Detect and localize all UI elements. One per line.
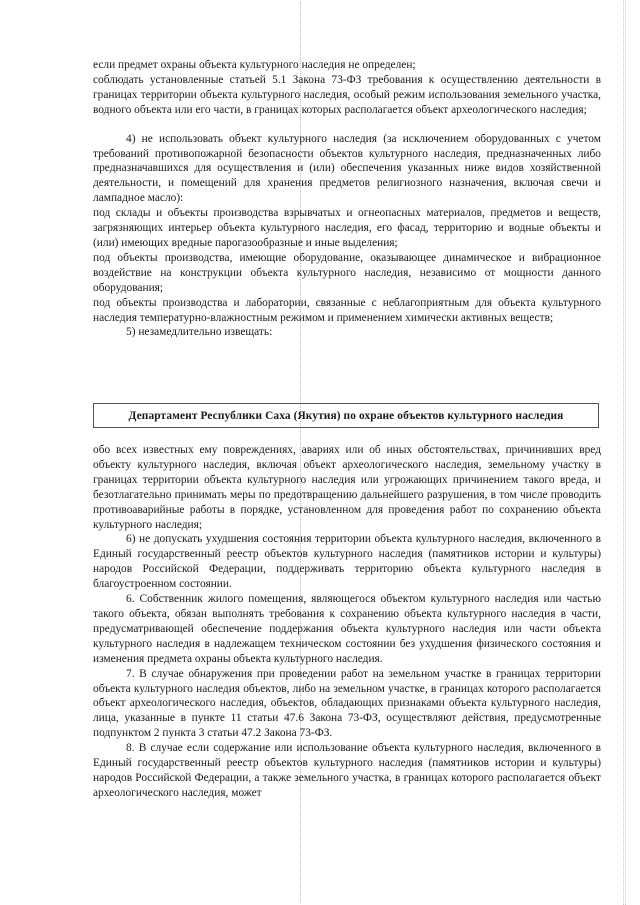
- text-block-top: [93, 58, 601, 340]
- paragraph: если предмет охраны объекта культурного наследия не определен;: [93, 59, 416, 71]
- paragraph: 4) не использовать объект культурного наследия (за исключением оборудованных с учетом требований противопожарной безопасности объектов культурного наследия, предназначенных либо предназначавшихся для осуществления и (или) обеспечения указанных ниже видов хозяйственной деятельности, и помещений для хранения предметов религиозного назначения, включая свечи и лампадное масло):: [93, 132, 601, 205]
- scan-edge-line: [623, 0, 624, 905]
- scan-edge-line: [625, 0, 626, 905]
- paragraph: соблюдать установленные статьей 5.1 Закона 73-ФЗ требования к осуществлению деятельности в границах территории объекта культурного наследия, особый режим использования земельного участка, водного объекта или его части, в границах которых располагается объект археологического наследия;: [93, 73, 601, 116]
- text-block-bottom: [93, 443, 601, 801]
- paragraph: под объекты производства и лаборатории, связанные с неблагоприятным для объекта культурного наследия температурно-влажностным режимом и применением химически активных веществ;: [93, 296, 601, 324]
- paragraph: 6. Собственник жилого помещения, являющегося объектом культурного наследия или частью такого объекта, обязан выполнять требования к сохранению объекта культурного наследия в части, предусматривающей обеспечение поддержания объекта культурного наследия или части объекта культурного наследия в надлежащем техническом состоянии без ухудшения физического состояния и изменения предмета охраны объекта культурного наследия.: [93, 593, 601, 665]
- paragraph-gap: [93, 118, 601, 132]
- paragraph: обо всех известных ему повреждениях, авариях или об иных обстоятельствах, причинивших вред объекту культурного наследия, включая объект археологического наследия, земельному участку в границах территории объекта культурного наследия или угрожающих причинением такого вреда, и безотлагательно принимать меры по предотвращению дальнейшего разрушения, в том числе проводить противоаварийные работы в порядке, установленном для проведения работ по сохранению объекта культурного наследия;: [93, 444, 601, 531]
- department-banner: Департамент Республики Саха (Якутия) по охране объектов культурного наследия: [93, 403, 599, 428]
- paragraph: 6) не допускать ухудшения состояния территории объекта культурного наследия, включенного в Единый государственный реестр объектов культурного наследия (памятников истории и культуры) народов Российской Федерации, поддерживать территорию объекта культурного наследия в благоустроенном состоянии.: [93, 533, 601, 591]
- paragraph: 5) незамедлительно извещать:: [126, 326, 273, 339]
- paragraph: под объекты производства, имеющие оборудование, оказывающее динамическое и вибрационное воздействие на конструкции объекта культурного наследия, независимо от мощности данного оборудования;: [93, 251, 601, 294]
- paragraph: 8. В случае если содержание или использование объекта культурного наследия, включенного в Единый государственный реестр объектов культурного наследия (памятников истории и культуры) народов Российской Федерации, а также земельного участка, в границах которого располагается объект археологического наследия, может: [93, 742, 601, 799]
- paragraph: 7. В случае обнаружения при проведении работ на земельном участке в границах территории объекта культурного наследия объектов, либо на земельном участке, в границах которого располагается объект археологического наследия, объектов, обладающих признаками объекта культурного наследия, лица, указанные в пункте 11 статьи 47.6 Закона 73-ФЗ, осуществляют действия, предусмотренные подпунктом 2 пункта 3 статьи 47.2 Закона 73-ФЗ.: [93, 667, 601, 740]
- paragraph: под склады и объекты производства взрывчатых и огнеопасных материалов, предметов и веществ, загрязняющих интерьер объекта культурного наследия, его фасад, территорию и водные объекты и (или) имеющих вредные парогазообразные и иные выделения;: [93, 207, 601, 249]
